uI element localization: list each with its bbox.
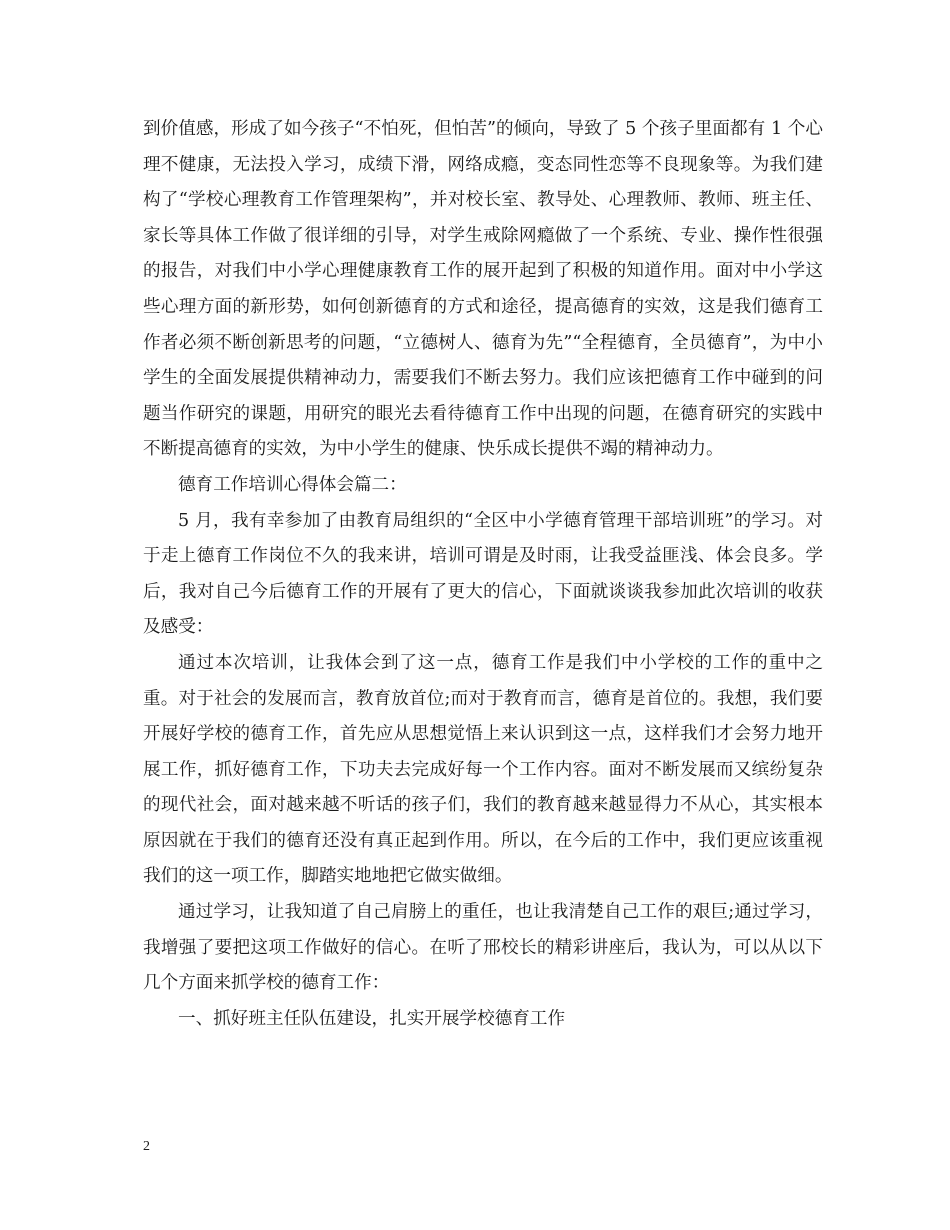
document-body — [143, 112, 823, 1037]
section-heading: 德育工作培训心得体会篇二： — [178, 474, 407, 495]
paragraph-continuation: 到价值感，形成了如今孩子“不怕死，但怕苦”的倾向，导致了 5 个孩子里面都有 1 个心理不健康，无法投入学习，成绩下滑，网络成瘾，变态同性恋等不良现象等。为我们建构了“学校心理教育工作管理架构”，并对校长室、教导处、心理教师、教师、班主任、家长等具体工作做了很详细的引导，对学生戒除网瘾做了一个系统、专业、操作性很强的报告，对我们中小学心理健康教育工作的展开起到了积极的知道作用。面对中小学这些心理方面的新形势，如何创新德育的方式和途径，提高德育的实效，这是我们德育工作者必须不断创新思考的问题，“立德树人、德育为先”“全程德育，全员德育”，为中小学生的全面发展提供精神动力，需要我们不断去努力。我们应该把德育工作中碰到的问题当作研究的课题，用研究的眼光去看待德育工作中出现的问题，在德育研究的实践中不断提高德育的实效，为中小学生的健康、快乐成长提供不竭的精神动力。 — [143, 119, 823, 460]
page-number: 2 — [143, 1139, 150, 1154]
paragraph-learning-outcome: 通过学习，让我知道了自己肩膀上的重任，也让我清楚自己工作的艰巨;通过学习，我增强了要把这项工作做好的信心。在听了邢校长的精彩讲座后，我认为，可以从以下几个方面来抓学校的德育工作： — [143, 902, 823, 994]
paragraph-training-insight: 通过本次培训，让我体会到了这一点，德育工作是我们中小学校的工作的重中之重。对于社会的发展而言，教育放首位;而对于教育而言，德育是首位的。我想，我们要开展好学校的德育工作，首先应从思想觉悟上来认识到这一点，这样我们才会努力地开展工作，抓好德育工作，下功夫去完成好每一个工作内容。面对不断发展而又缤纷复杂的现代社会，面对越来越不听话的孩子们，我们的教育越来越显得力不从心，其实根本原因就在于我们的德育还没有真正起到作用。所以，在今后的工作中，我们更应该重视我们的这一项工作，脚踏实地地把它做实做细。 — [143, 652, 823, 887]
subheading-point-one: 一、抓好班主任队伍建设，扎实开展学校德育工作 — [178, 1008, 566, 1029]
paragraph-training-intro: 5 月，我有幸参加了由教育局组织的“全区中小学德育管理干部培训班”的学习。对于走上德育工作岗位不久的我来讲，培训可谓是及时雨，让我受益匪浅、体会良多。学后，我对自己今后德育工作的开展有了更大的信心，下面就谈谈我参加此次培训的收获及感受： — [143, 510, 823, 638]
